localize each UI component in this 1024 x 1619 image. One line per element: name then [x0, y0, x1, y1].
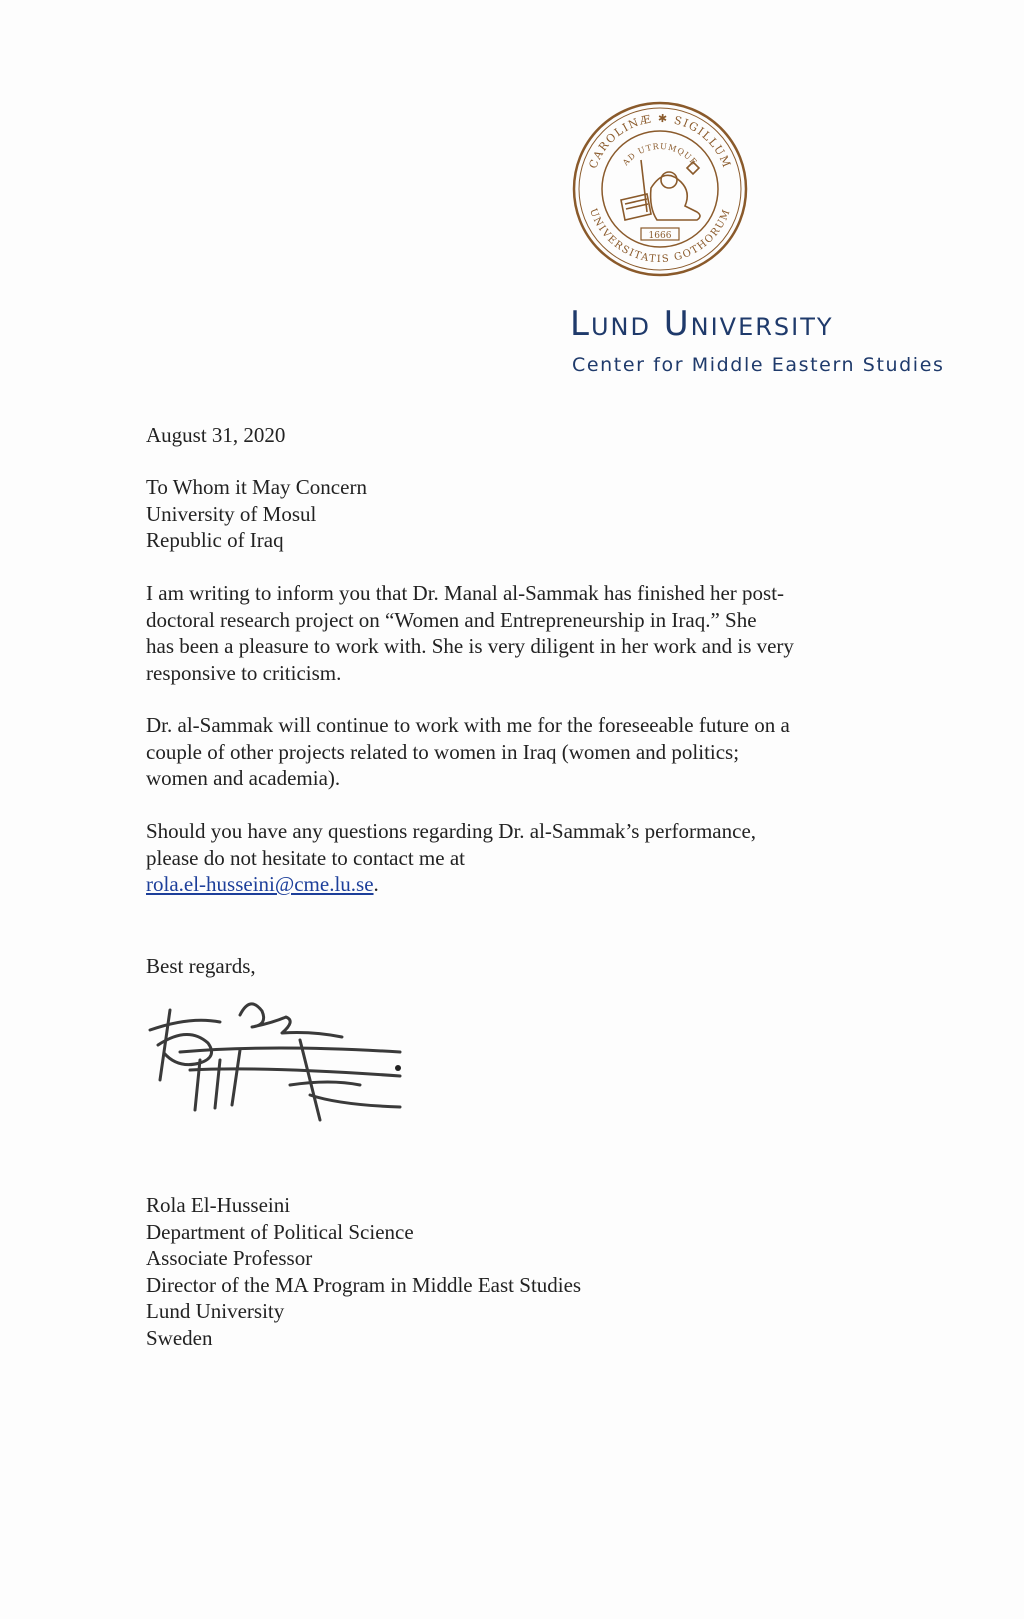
svg-text:UNIVERSITATIS GOTHORUM: UNIVERSITATIS GOTHORUM [587, 207, 733, 266]
paragraph-line: please do not hesitate to contact me at [146, 845, 465, 870]
paragraph-line: Dr. al-Sammak will continue to work with me for the foreseeable future on a [146, 713, 790, 737]
email-period: . [373, 872, 379, 896]
paragraph-line: I am writing to inform you that Dr. Manal al-Sammak has finished her post- [146, 581, 785, 605]
recipient-line: University of Mosul [146, 501, 317, 526]
recipient-block [146, 474, 1006, 554]
paragraph-3 [146, 818, 1006, 898]
paragraph-1 [146, 580, 1006, 686]
signer-title: Associate Professor [146, 1246, 313, 1270]
handwritten-signature [140, 990, 420, 1140]
signer-block [146, 1192, 1006, 1351]
signer-country: Sweden [146, 1325, 213, 1350]
paragraph-line: responsive to criticism. [146, 660, 342, 685]
seal-year: 1666 [648, 231, 672, 241]
center-name: Center for Middle Eastern Studies [572, 354, 945, 376]
letter-date: August 31, 2020 [146, 423, 286, 447]
signer-role: Director of the MA Program in Middle East Studies [146, 1272, 582, 1297]
recipient-line: Republic of Iraq [146, 528, 284, 552]
paragraph-line: doctoral research project on “Women and Entrepreneurship in Iraq.” She [146, 607, 757, 632]
university-seal-logo [571, 100, 749, 278]
paragraph-line: women and academia). [146, 766, 341, 790]
paragraph-line: Should you have any questions regarding Dr. al-Sammak’s performance, [146, 819, 757, 843]
paragraph-line: has been a pleasure to work with. She is very diligent in her work and is very [146, 634, 794, 658]
signer-university: Lund University [146, 1299, 285, 1323]
email-line [146, 871, 1006, 898]
svg-text:AD UTRUMQUE: AD UTRUMQUE [620, 141, 700, 168]
university-name: Lund University [570, 304, 834, 344]
recipient-line: To Whom it May Concern [146, 475, 367, 499]
signer-department: Department of Political Science [146, 1219, 414, 1244]
signer-name: Rola El-Husseini [146, 1193, 291, 1217]
paragraph-2 [146, 712, 1006, 792]
paragraph-line: couple of other projects related to women in Iraq (women and politics; [146, 739, 740, 764]
svg-text:CAROLINÆ ✱ SIGILLUM: CAROLINÆ ✱ SIGILLUM [586, 111, 734, 171]
closing: Best regards, [146, 954, 256, 978]
email-link[interactable]: rola.el-husseini@cme.lu.se [146, 872, 374, 896]
